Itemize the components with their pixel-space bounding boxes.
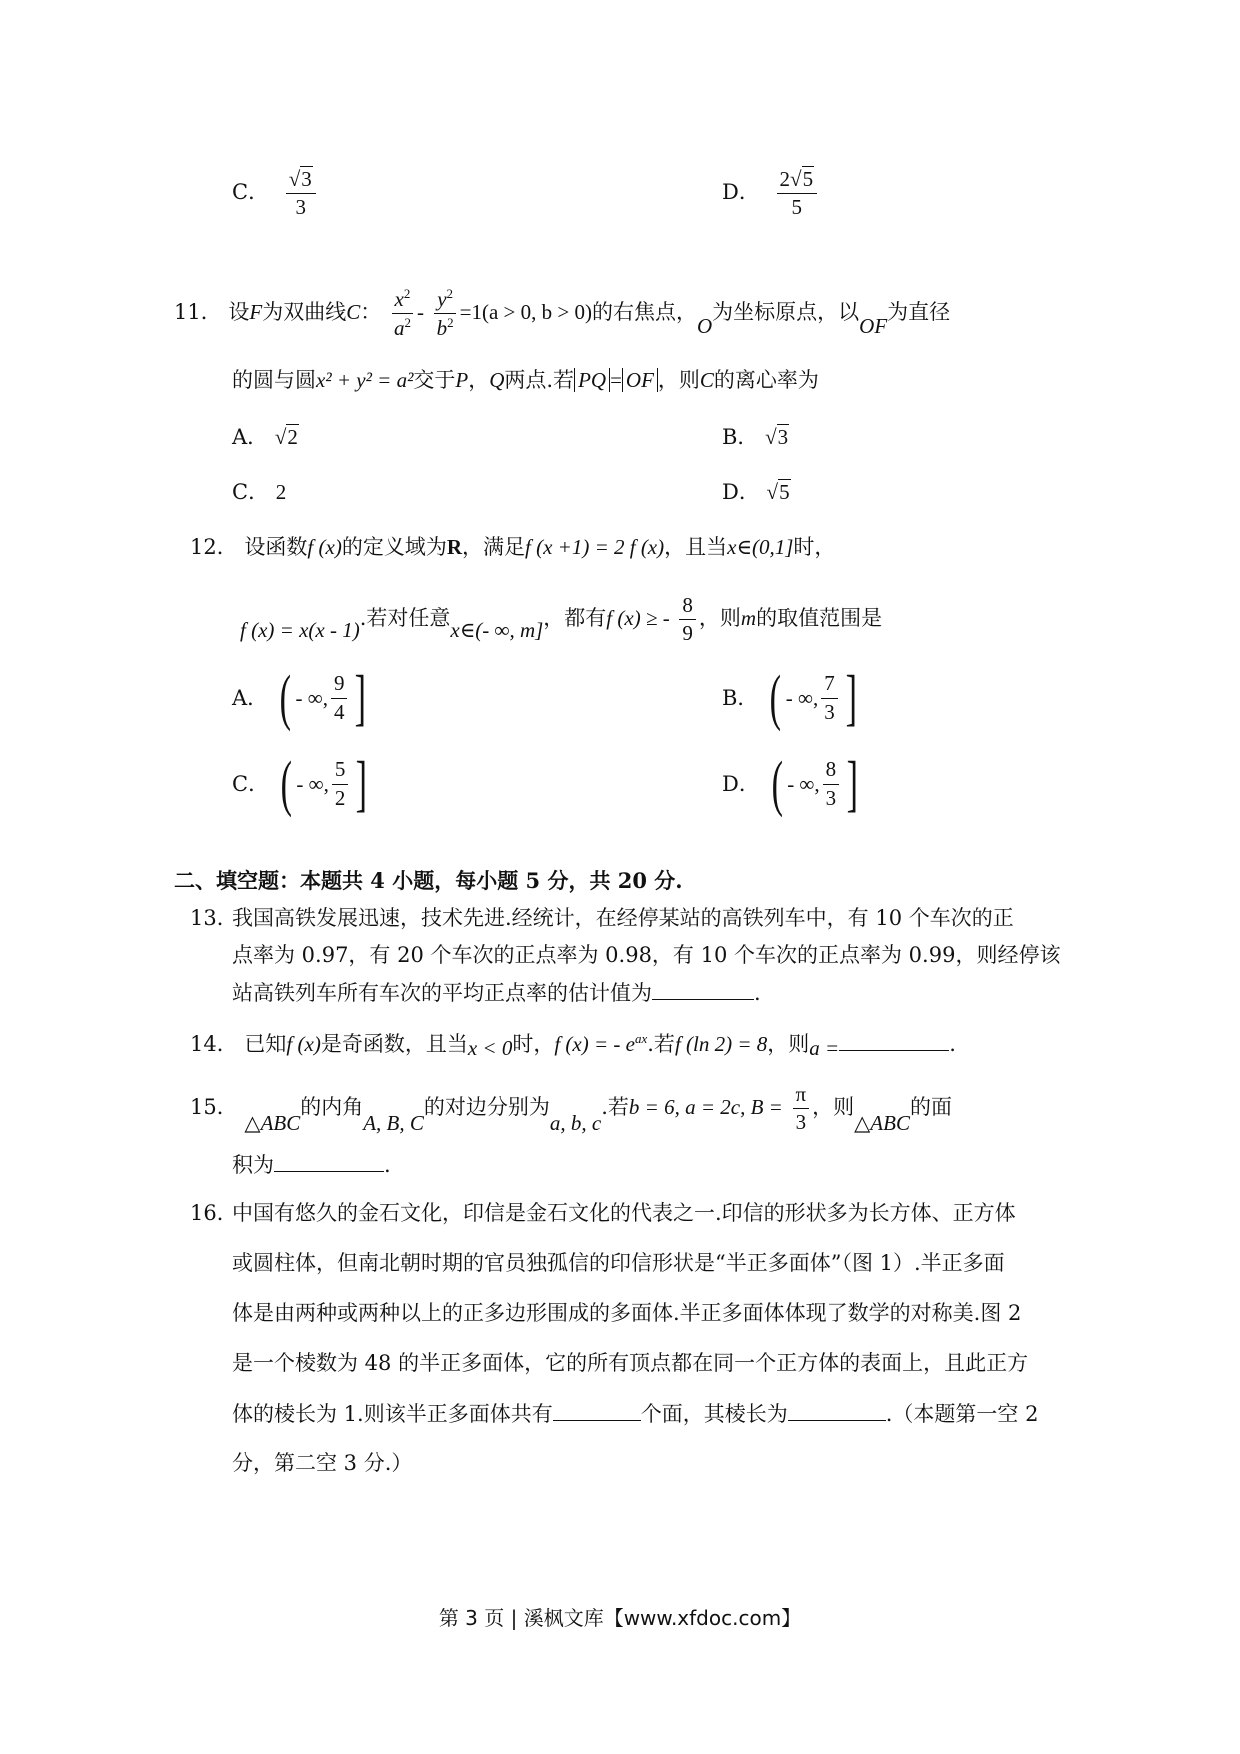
q11-option-a: A． √2 [232, 425, 298, 449]
q11-number: 11． [174, 300, 222, 325]
q16-line5: 体的棱长为 1.则该半正多面体共有 个面，其棱长为 .（本题第一空 2 [232, 1398, 1038, 1429]
q13-answer-blank[interactable] [652, 977, 754, 1000]
q12-stem-line1: 12． 设函数f (x)的定义域为R，满足f (x +1) = 2 f (x)，且当x∈(0,1]时， [190, 535, 836, 559]
q14-number: 14． [190, 1032, 238, 1056]
q15-stem-line1: 15． △ABC的内角A, B, C的对边分别为a, b, c.若b = 6, a = 2c, B = $\frac{\pi}{3}$ ，则△ABC的面 [190, 1082, 952, 1136]
q12-option-a: A． ( - ∞, $\frac{9}{4}$ ] [232, 664, 367, 732]
q10-option-c: C． $\frac{√3}{3}$ [232, 168, 319, 219]
q14-answer-blank[interactable] [839, 1028, 949, 1051]
page-footer: 第 3 页 | 溪枫文库【www.xfdoc.com】 [438, 1606, 802, 1630]
q11-stem-line2: 的圆与圆x² + y² = a²交于P，Q两点.若 PQ = OF ，则C的离心率为 [232, 368, 819, 392]
q10-option-d-value: $\frac{2√5}{5}$ [777, 168, 818, 219]
q12-option-c: C． ( - ∞, $\frac{5}{2}$ ] [232, 750, 368, 818]
q16-line4: 是一个棱数为 48 的半正多面体，它的所有顶点都在同一个正方体的表面上，且此正方 [232, 1351, 1029, 1375]
q12-option-d: D． ( - ∞, $\frac{8}{3}$ ] [722, 750, 859, 818]
q11-option-b: B． √3 [722, 425, 789, 449]
q15-number: 15． [190, 1095, 238, 1120]
section-heading: 二、填空题：本题共 4 小题，每小题 5 分，共 20 分. [174, 868, 683, 893]
q11-stem-line1: 11． 设F为双曲线C： $\frac{x^2}{a^2}$ - $\frac{y^2}{b^2}$ =1(a > 0, b > 0)的右焦点，O为坐标原点，以OF为直径 [174, 286, 951, 341]
q15-angle-fraction: $\frac{\pi}{3}$ [793, 1083, 810, 1134]
q11-y-fraction: $\frac{y^2}{b^2}$ [434, 287, 457, 340]
q16-line6: 分，第二空 3 分.） [232, 1451, 413, 1475]
q12-bound-fraction: $\frac{8}{9}$ [679, 594, 696, 645]
q13-line3: 站高铁列车所有车次的平均正点率的估计值为 . [232, 977, 761, 1008]
q12-stem-line2: f (x) = x(x - 1).若对任意x∈(- ∞, m]，都有f (x) ≥ - $\frac{8}{9}$ ，则m的取值范围是 [240, 593, 883, 646]
q16-line3: 体是由两种或两种以上的正多边形围成的多面体.半正多面体体现了数学的对称美.图 2 [232, 1301, 1022, 1325]
q15-stem-line2: 积为 . [232, 1149, 391, 1180]
q16-line2: 或圆柱体，但南北朝时期的官员独孤信的印信形状是“半正多面体”（图 1）.半正多面 [232, 1251, 1005, 1275]
q16-edge-blank[interactable] [788, 1398, 886, 1421]
q13-line1: 我国高铁发展迅速，技术先进.经统计，在经停某站的高铁列车中，有 10 个车次的正 [232, 906, 1014, 930]
q11-x-fraction: $\frac{x^2}{a^2}$ [391, 287, 414, 340]
q14-stem: 14． 已知f (x)是奇函数，且当x < 0时，f (x) = - $e^{ax}$.若f (ln 2) = 8，则a = . [190, 1024, 956, 1059]
q16-line1: 中国有悠久的金石文化，印信是金石文化的代表之一.印信的形状多为长方体、正方体 [232, 1201, 1016, 1225]
q12-option-b: B． ( - ∞, $\frac{7}{3}$ ] [722, 664, 857, 732]
q15-answer-blank[interactable] [274, 1149, 384, 1172]
q11-option-c: C． 2 [232, 480, 287, 504]
q13-number: 13． [190, 906, 238, 930]
q12-number: 12． [190, 535, 238, 559]
q10-option-c-value: $\frac{√3}{3}$ [286, 168, 316, 219]
q10-option-d: D． $\frac{2√5}{5}$ [722, 168, 820, 219]
q13-line2: 点率为 0.97，有 20 个车次的正点率为 0.98，有 10 个车次的正点率为 0.99，则经停该 [232, 943, 1061, 967]
q16-number: 16． [190, 1201, 238, 1225]
q11-option-d: D． √5 [722, 480, 790, 504]
q16-faces-blank[interactable] [553, 1398, 641, 1421]
